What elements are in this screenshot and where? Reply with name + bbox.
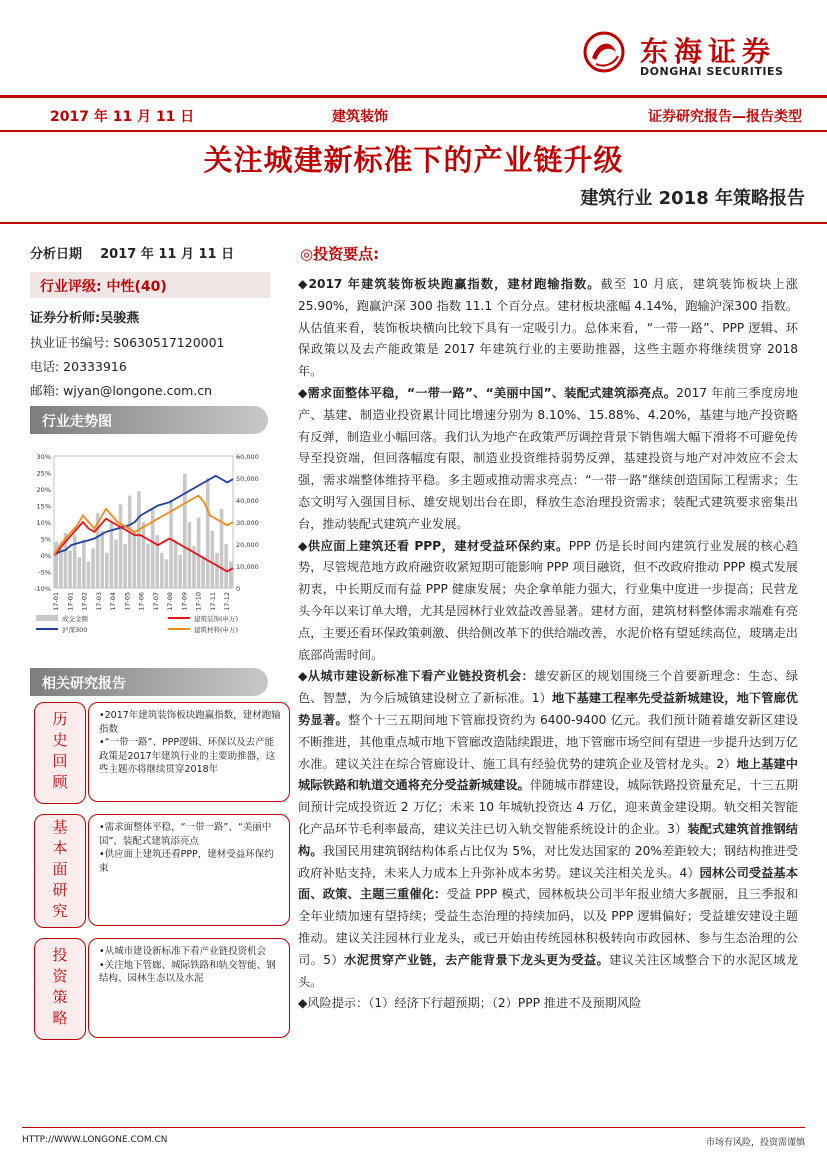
volume-bar bbox=[114, 540, 118, 588]
volume-bar bbox=[197, 518, 201, 588]
logo-text-cn: 东海证券 bbox=[640, 35, 777, 68]
volume-bar bbox=[178, 555, 182, 588]
report-block bbox=[34, 814, 274, 926]
footer-rule bbox=[22, 1127, 805, 1128]
para-4f: 装配式建筑首推钢结构。 bbox=[298, 821, 798, 858]
y-left-tick: -5% bbox=[38, 568, 51, 577]
volume-bar bbox=[68, 551, 72, 588]
logo-text-en: DONGHAI SECURITIES bbox=[640, 65, 784, 78]
para-4-head: ◆从城市建设新标准下看产业链投资机会： bbox=[298, 669, 535, 684]
volume-bar bbox=[229, 562, 233, 588]
report-item: •2017年建筑装饰板块跑赢指数，建材跑输指数 bbox=[99, 710, 281, 735]
volume-bar bbox=[201, 557, 205, 588]
y-right-tick: 30,000 bbox=[236, 519, 259, 527]
para-1 bbox=[298, 274, 798, 383]
report-block-label-text: 基本面研究 bbox=[50, 818, 69, 924]
para-4b: 地下基建工程率先受益新城建设，地下管廊优势显著。 bbox=[298, 691, 798, 727]
report-block-items bbox=[88, 702, 290, 802]
report-date: 2017 年 11 月 11 日 bbox=[50, 109, 195, 125]
x-tick: 17-08 bbox=[166, 592, 174, 611]
rating-bar bbox=[30, 272, 270, 298]
volume-bar bbox=[128, 496, 132, 588]
industry-rating: 行业评级: 中性(40) bbox=[40, 279, 167, 295]
para-2-head: ◆需求面整体平稳，“一带一路”、“美丽中国”、装配式建筑添亮点。 bbox=[298, 385, 677, 400]
legend-label: 沪深300 bbox=[62, 626, 88, 634]
volume-bar bbox=[206, 478, 210, 588]
volume-bar bbox=[110, 522, 114, 588]
related-tab bbox=[30, 668, 268, 696]
para-4i: 受益 PPP 模式，园林板块公司半年报业绩大多靓丽，且三季报和全年业绩加速有望持续；受益生态治理的持续加码，以及 PPP 逻辑偏好；受益雄安建设主题推动。建议关注园林行业龙头，或已开始由传统园林积极转向市政园林、参与生态治理的公司。5） bbox=[298, 887, 799, 967]
x-tick: 17-06 bbox=[137, 592, 146, 611]
trend-tab bbox=[30, 406, 268, 434]
report-type: 证券研究报告—报告类型 bbox=[648, 109, 802, 125]
volume-bar bbox=[146, 544, 150, 588]
x-tick: 17-10 bbox=[194, 592, 203, 611]
page-title: 关注城建新标准下的产业链升级 bbox=[203, 143, 624, 177]
volume-bar bbox=[183, 474, 187, 588]
x-tick: 17-11 bbox=[208, 592, 217, 611]
y-right-tick: 40,000 bbox=[236, 497, 259, 505]
para-3-body: PPP 仍是长时间内建筑行业发展的核心趋势，尽管规范地方政府融资收紧短期可能影响 PPP 项目融资，但不改政府推动 PPP 模式发展初衷，中长期反而有益 PPP 健康发展；央企拿单能力强大，行业集中度进一步提高；民营龙头今年以来订单大增，尤其是园林行业效益改善显著。建材方面，建筑材料整体需求端难有亮点，主要还看环保政策刺激、供给侧改革下的供给端改善，水泥价格有望延续高位，玻璃走出底部尚需时间。 bbox=[298, 538, 798, 662]
main-text bbox=[298, 274, 798, 1015]
x-tick: 17-09 bbox=[180, 592, 189, 611]
report-sector: 建筑装饰 bbox=[332, 109, 388, 125]
report-item: •需求面整体平稳，“一带一路”、“美丽中国”、装配式建筑添亮点 bbox=[99, 822, 272, 847]
y-left-tick: 5% bbox=[40, 535, 51, 544]
report-item: •关注地下管廊、城际铁路和轨交智能、钢结构、园林生态以及水泥 bbox=[99, 959, 276, 984]
report-block-items bbox=[88, 938, 290, 1038]
legend-label: 成交金额 bbox=[62, 615, 88, 623]
volume-bar bbox=[174, 542, 178, 588]
para-3 bbox=[298, 536, 798, 667]
header-rule-2 bbox=[0, 130, 827, 132]
y-left-tick: 20% bbox=[36, 486, 51, 494]
report-block-label-text: 历史回顾 bbox=[50, 711, 69, 795]
volume-bar bbox=[137, 491, 141, 588]
y-left-tick: 25% bbox=[36, 469, 51, 478]
x-tick: 17-01 bbox=[66, 592, 75, 611]
header-row bbox=[20, 102, 810, 128]
para-4d: 地上基建中城际铁路和轨道交通将充分受益新城建设。 bbox=[298, 756, 798, 793]
x-tick: 17-04 bbox=[109, 592, 117, 611]
para-3-head: ◆供应面上建筑还看 PPP，建材受益环保约束。 bbox=[298, 538, 569, 553]
report-item: •“一带一路”、PPP逻辑、环保以及去产能政策是2017年建筑行业的主要助推器，这些主题亦将继续贯穿2018年 bbox=[99, 737, 276, 775]
volume-bar bbox=[169, 500, 173, 588]
report-block bbox=[34, 938, 276, 1038]
legend-label: 建筑材料(申万) bbox=[194, 626, 239, 634]
para-4e: 伴随城市群建设，城际铁路投资量充足，十三五期间预计完成投资近 2 万亿；未来 10 年城轨投资达 4 万亿，迎来黄金建设期。轨交相关智能化产品环节毛利率最高，建议关注已切入轨交智能系统设计的企业。3） bbox=[298, 778, 799, 836]
legend-label: 建筑装饰(申万) bbox=[194, 615, 239, 623]
report-block-items bbox=[88, 814, 290, 926]
y-right-tick: 20,000 bbox=[236, 541, 259, 549]
analysis-date bbox=[30, 243, 234, 262]
analysis-date-value: 2017 年 11 月 11 日 bbox=[100, 247, 235, 262]
para-5: ◆风险提示：（1）经济下行超预期；（2）PPP 推进不及预期风险 bbox=[298, 996, 642, 1011]
section-title: ◎投资要点: bbox=[300, 245, 380, 263]
para-2 bbox=[298, 383, 798, 536]
phone: 电话: 20333916 bbox=[30, 359, 127, 374]
report-block bbox=[34, 702, 281, 802]
y-right-tick: 60,000 bbox=[236, 453, 259, 461]
volume-bar bbox=[188, 522, 192, 588]
y-left-tick: 0% bbox=[40, 552, 51, 560]
volume-bar bbox=[224, 544, 228, 588]
volume-bar bbox=[82, 540, 86, 588]
volume-bar bbox=[165, 559, 169, 588]
volume-bar bbox=[133, 531, 137, 588]
report-item: •从城市建设新标准下看产业链投资机会 bbox=[99, 946, 267, 957]
y-right-tick: 10,000 bbox=[236, 563, 259, 571]
para-4a: 雄安新区的规划围绕三个首要新理念：生态、绿色、智慧，为今后城镇建设树立了新标准。1） bbox=[298, 669, 799, 706]
volume-bar bbox=[160, 553, 164, 588]
para-4k: 建议关注区域整合下的水泥区域龙头。 bbox=[298, 952, 799, 989]
y-left-tick: -10% bbox=[34, 585, 51, 593]
x-tick: 17-07 bbox=[151, 592, 160, 611]
footer-disclaimer: 市场有风险，投资需谨慎 bbox=[705, 1138, 805, 1148]
para-1-head: ◆2017 年建筑装饰板块跑赢指数，建材跑输指数。 bbox=[298, 277, 601, 291]
volume-bar bbox=[119, 504, 123, 588]
x-tick: 17-01 bbox=[52, 592, 60, 611]
footer-url[interactable]: HTTP://WWW.LONGONE.COM.CN bbox=[22, 1135, 168, 1145]
para-4h: 园林公司受益基本面、政策、主题三重催化： bbox=[298, 865, 799, 902]
volume-bar bbox=[77, 557, 81, 588]
cert-number: 执业证书编号: S0630517120001 bbox=[30, 335, 225, 350]
volume-bar bbox=[211, 531, 215, 588]
industry-trend-chart bbox=[28, 448, 273, 640]
report-block-label bbox=[34, 938, 86, 1040]
para-1-body: 截至 10 月底，建筑装饰板块上涨 25.90%，跑赢沪深 300 指数 11.1 个百分点。建材板块涨幅 4.14%，跑输沪深300 指数。从估值来看，装饰板块横向比较下具有一定吸引力。总体来看，“一带一路”、PPP 逻辑、环保政策以及去产能政策是 2017 年建筑行业的主要助推器，这些主题亦将继续贯穿 2018 年。 bbox=[298, 277, 798, 379]
y-right-tick: 0 bbox=[236, 585, 241, 593]
header-rule bbox=[0, 95, 827, 98]
para-2-body: 2017 年前三季度房地产、基建、制造业投资累计同比增速分别为 8.10%、15.88%、4.20%，基建与地产投资略有反弹，制造业小幅回落。我们认为地产在政策严厉调控背景下销售端大幅下滑将不可避免传导至投资端，但回落幅度有限，制造业投资维持弱势反弹，基建投资与地产对冲效应不会太强，需求端整体维持平稳。多主题或推动需求亮点：“一带一路”继续创造国际工程需求；生态文明写入强国目标、雄安规划出台在即，释放生态治理投资需求；装配式建筑要求密集出台，推动装配式建筑产业发展。 bbox=[298, 385, 798, 531]
trend-tab-label: 行业走势图 bbox=[42, 414, 112, 430]
email[interactable]: 邮箱: wjyan@longone.com.cn bbox=[30, 383, 213, 398]
report-block-label bbox=[34, 702, 86, 804]
para-4 bbox=[298, 666, 798, 993]
page-subtitle: 建筑行业 2018 年策略报告 bbox=[580, 188, 805, 209]
y-right-tick: 50,000 bbox=[236, 475, 259, 483]
x-tick: 17-12 bbox=[223, 592, 231, 611]
volume-bar bbox=[87, 562, 91, 588]
report-block-label bbox=[34, 814, 86, 928]
para-4g: 我国民用建筑钢结构体系占比仅为 5%，对比发达国家的 20%差距较大；钢结构推进受政府补贴支持，未来人力成本上升弥补成本劣势。建议关注相关龙头。4） bbox=[298, 843, 799, 880]
x-tick: 17-03 bbox=[94, 592, 103, 611]
volume-bar bbox=[100, 531, 104, 588]
para-4c: 整个十三五期间地下管廊投资约为 6400-9400 亿元。我们预计随着雄安新区建设不断推进，其他重点城市地下管廊改造陆续跟进，地下管廊市场空间有望进一步提升达到万亿水准。建议关注在综合管廊设计、施工具有经验优势的建筑企业及管材龙头。2） bbox=[298, 712, 798, 771]
donghai-logo-icon bbox=[582, 30, 626, 74]
report-item: •供应面上建筑还看PPP，建材受益环保约束 bbox=[99, 849, 274, 874]
y-left-tick: 10% bbox=[36, 519, 51, 527]
analyst-name: 证券分析师:吴骏燕 bbox=[30, 311, 140, 326]
y-left-tick: 15% bbox=[36, 502, 51, 511]
volume-bar bbox=[123, 544, 127, 588]
x-tick: 17-02 bbox=[80, 592, 89, 611]
volume-bar bbox=[142, 522, 146, 588]
volume-bar bbox=[91, 548, 95, 588]
y-left-tick: 30% bbox=[36, 453, 51, 461]
analysis-date-label: 分析日期 bbox=[30, 247, 83, 262]
volume-bar bbox=[215, 553, 219, 588]
volume-bar bbox=[105, 553, 109, 588]
volume-bar bbox=[59, 548, 63, 588]
title-rule bbox=[0, 222, 827, 224]
report-block-label-text: 投资策略 bbox=[50, 947, 69, 1031]
legend-swatch bbox=[36, 615, 58, 621]
x-tick: 17-05 bbox=[123, 592, 132, 611]
para-4j: 水泥贯穿产业链，去产能背景下龙头更为受益。 bbox=[344, 952, 610, 967]
related-tab-label: 相关研究报告 bbox=[42, 676, 126, 692]
